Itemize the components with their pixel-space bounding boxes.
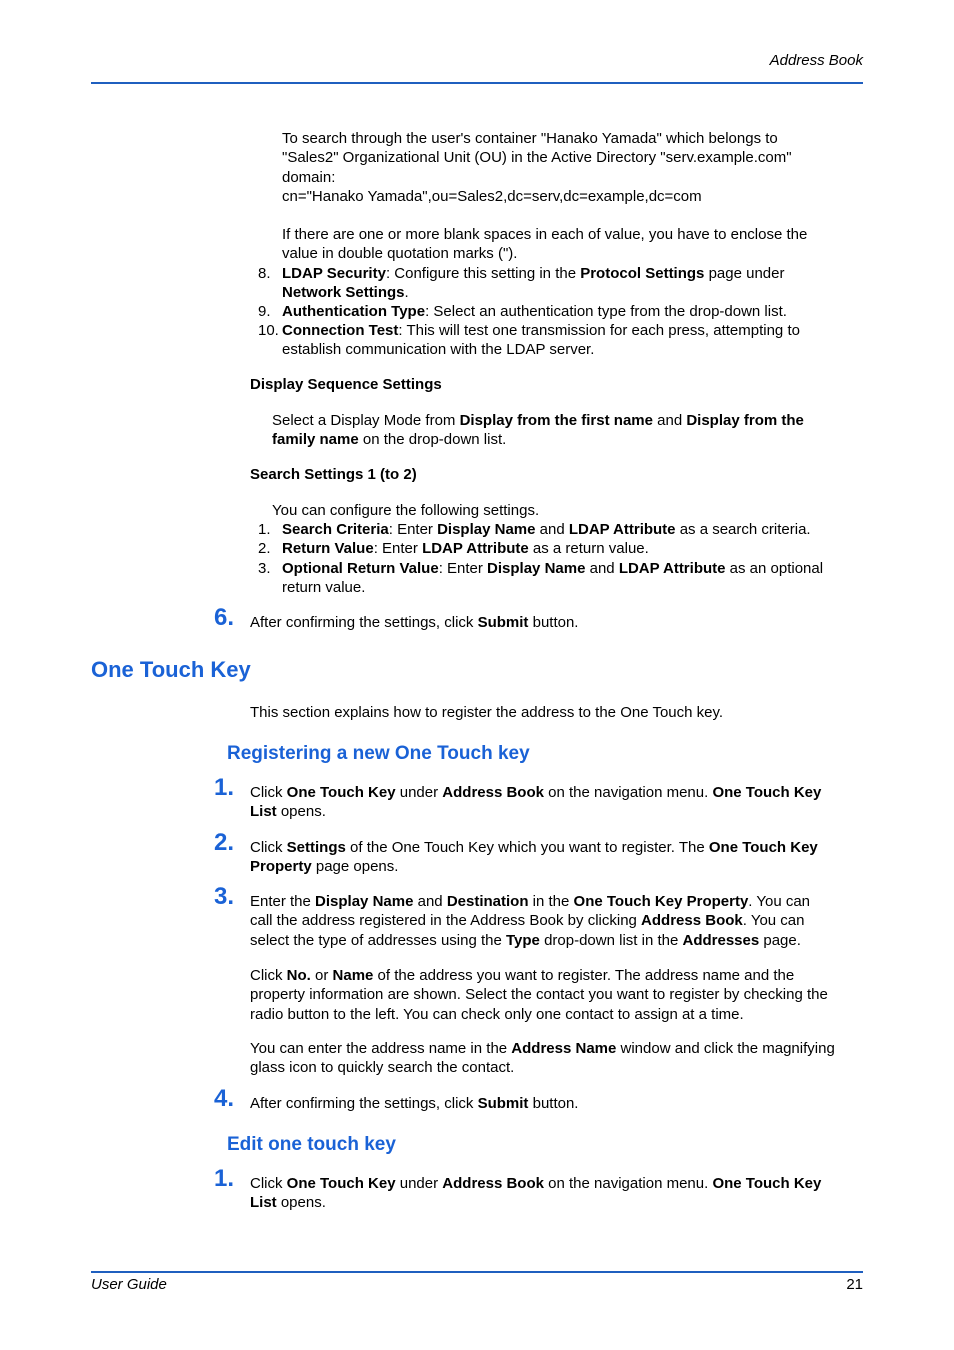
ldap-example-line: "Sales2" Organizational Unit (OU) in the Active Directory "serv.example.com"	[282, 149, 792, 167]
text: After confirming the settings, click	[250, 614, 478, 631]
text: on the navigation menu.	[543, 1175, 713, 1192]
list-item	[282, 264, 784, 303]
text: in the	[528, 893, 574, 910]
term: Address Book	[442, 1175, 544, 1192]
step-number: 6.	[214, 604, 235, 631]
ldap-example-line: domain:	[282, 168, 336, 186]
text: : Enter	[438, 560, 488, 577]
text: as an optional	[725, 560, 824, 577]
term: One Touch Key Property	[573, 893, 749, 910]
list-number: 3.	[258, 560, 271, 577]
term: Address Book	[641, 912, 743, 930]
text: and	[535, 521, 569, 538]
text: : Select an authentication type from the drop-down list.	[425, 303, 787, 320]
text: establish communication with the LDAP server.	[282, 341, 595, 359]
text: on the navigation menu.	[543, 784, 713, 801]
step-text	[250, 1174, 821, 1213]
footer-doc-title: User Guide	[91, 1276, 167, 1293]
term: Destination	[446, 893, 529, 910]
text: : This will test one transmission for each press, attempting to	[398, 322, 800, 339]
term: One Touch Key	[708, 839, 818, 856]
ldap-example	[282, 129, 792, 206]
text: radio button to the left. You can check only one contact to assign at a time.	[250, 1005, 744, 1023]
list-item	[282, 539, 649, 558]
list-number: 2.	[258, 540, 271, 557]
term: Search Criteria	[282, 521, 389, 538]
text: and	[585, 560, 619, 577]
term: Network Settings	[282, 284, 405, 302]
step-number: 2.	[214, 829, 235, 856]
term: List	[250, 803, 277, 821]
search-intro: You can configure the following settings.	[272, 502, 540, 519]
text: as a return value.	[528, 540, 649, 557]
text: Click	[250, 839, 287, 856]
text: glass icon to quickly search the contact.	[250, 1059, 515, 1077]
page-header	[91, 51, 863, 84]
step-number: 1.	[214, 1165, 235, 1192]
text: You can enter the address name in the	[250, 1040, 512, 1057]
term: LDAP Security	[282, 265, 386, 282]
text: or	[310, 967, 333, 984]
ldap-example-code: cn="Hanako Yamada",ou=Sales2,dc=serv,dc=example,dc=com	[282, 187, 702, 205]
text: call the address registered in the Address Book by clicking	[250, 912, 642, 930]
step-text	[250, 838, 818, 877]
text: Click	[250, 967, 287, 984]
section-intro: This section explains how to register the address to the One Touch key.	[250, 704, 724, 721]
step-paragraph	[250, 1039, 835, 1078]
list-item	[282, 321, 800, 360]
step-number: 1.	[214, 774, 235, 801]
text: page under	[704, 265, 785, 282]
text: select the type of addresses using the	[250, 931, 506, 949]
step-text	[250, 783, 821, 822]
step-number: 4.	[214, 1085, 235, 1112]
text: : Enter	[388, 521, 438, 538]
term: Name	[332, 967, 374, 984]
text: button.	[528, 614, 579, 631]
text: under	[395, 784, 443, 801]
ldap-note-line: If there are one or more blank spaces in each of value, you have to enclose the	[282, 226, 808, 243]
text: opens.	[276, 803, 326, 821]
text: property information are shown. Select the contact you want to register by checking the	[250, 986, 828, 1004]
text: under	[395, 1175, 443, 1192]
term: Display Name	[315, 893, 414, 910]
text: as a search criteria.	[675, 521, 811, 538]
term: Display from the	[686, 412, 804, 429]
term: Display from the first name	[459, 412, 653, 429]
page-number: 21	[846, 1276, 863, 1293]
term: LDAP Attribute	[618, 560, 726, 577]
text: and	[413, 893, 447, 910]
list-number: 9.	[258, 303, 271, 320]
text: of the One Touch Key which you want to register. The	[345, 839, 709, 856]
text: drop-down list in the	[539, 931, 683, 949]
term: Return Value	[282, 540, 374, 557]
text: . You can	[748, 893, 811, 910]
term: No.	[286, 967, 311, 984]
text: Select a Display Mode from	[272, 412, 460, 429]
header-title: Address Book	[769, 52, 863, 69]
list-item	[282, 559, 823, 598]
text: page opens.	[311, 858, 399, 876]
term: LDAP Attribute	[568, 521, 676, 538]
text: After confirming the settings, click	[250, 1095, 478, 1112]
term: List	[250, 1194, 277, 1212]
subsection-title-register: Registering a new One Touch key	[227, 743, 530, 764]
text: of the address you want to register. The address name and the	[373, 967, 795, 984]
text: : Enter	[373, 540, 423, 557]
term: Display Name	[437, 521, 536, 538]
text: .	[404, 284, 409, 302]
section-title: One Touch Key	[91, 657, 251, 682]
step-paragraph	[250, 966, 828, 1024]
term: family name	[272, 431, 359, 449]
text: button.	[528, 1095, 579, 1112]
ldap-example-line: To search through the user's container "Hanako Yamada" which belongs to	[282, 130, 778, 147]
text: . You can	[742, 912, 805, 930]
term: One Touch Key	[712, 1175, 822, 1192]
ldap-note	[282, 225, 807, 264]
text: Enter the	[250, 893, 316, 910]
term: Settings	[286, 839, 346, 856]
text: return value.	[282, 579, 366, 597]
subheading-search-settings: Search Settings 1 (to 2)	[250, 466, 417, 483]
text: Click	[250, 784, 287, 801]
text: window and click the magnifying	[616, 1040, 835, 1057]
term: Protocol Settings	[580, 265, 705, 282]
term: Address Book	[442, 784, 544, 801]
step-number: 3.	[214, 883, 235, 910]
term: LDAP Attribute	[422, 540, 529, 557]
term: Submit	[477, 614, 529, 631]
text: opens.	[276, 1194, 326, 1212]
term: Property	[250, 858, 312, 876]
term: Authentication Type	[282, 303, 426, 320]
term: Addresses	[682, 931, 760, 949]
term: Type	[506, 931, 540, 949]
term: Connection Test	[282, 322, 399, 339]
display-seq-text	[272, 411, 804, 450]
step-text	[250, 1094, 578, 1113]
text: page.	[759, 931, 801, 949]
text: : Configure this setting in the	[385, 265, 581, 282]
step-text	[250, 613, 578, 632]
list-item	[282, 302, 787, 321]
term: One Touch Key	[286, 784, 396, 801]
term: One Touch Key	[286, 1175, 396, 1192]
list-item	[282, 520, 811, 539]
subsection-title-edit: Edit one touch key	[227, 1134, 396, 1155]
term: Display Name	[487, 560, 586, 577]
subheading-display-sequence: Display Sequence Settings	[250, 376, 442, 393]
text: on the drop-down list.	[358, 431, 507, 449]
text: and	[652, 412, 687, 429]
text: Click	[250, 1175, 287, 1192]
list-number: 8.	[258, 265, 271, 282]
page-footer	[91, 1271, 863, 1293]
term: Submit	[477, 1095, 529, 1112]
term: One Touch Key	[712, 784, 822, 801]
term: Address Name	[511, 1040, 617, 1057]
list-number: 10.	[258, 322, 279, 339]
term: Optional Return Value	[282, 560, 439, 577]
list-number: 1.	[258, 521, 271, 538]
ldap-note-line: value in double quotation marks (").	[282, 245, 518, 263]
step-text	[250, 892, 810, 950]
